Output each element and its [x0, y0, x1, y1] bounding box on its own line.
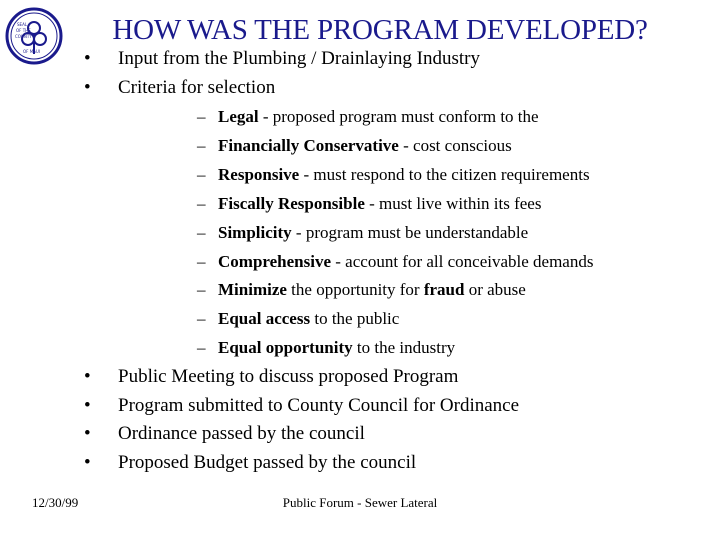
criteria-item-equal-access: – Equal access to the public — [197, 309, 400, 328]
slide-title: HOW WAS THE PROGRAM DEVELOPED? — [112, 14, 648, 46]
bullet-icon: • — [84, 77, 91, 98]
bullet-item: • Proposed Budget passed by the council — [84, 452, 417, 473]
bullet-icon: • — [84, 423, 91, 444]
dash-icon: – — [197, 136, 206, 155]
dash-icon: – — [197, 338, 206, 357]
bullet-icon: • — [84, 395, 91, 416]
criteria-item-responsive: – Responsive - must respond to the citizen requirements — [197, 165, 590, 184]
dash-icon: – — [197, 194, 206, 213]
dash-icon: – — [197, 165, 206, 184]
footer-date: 12/30/99 — [32, 495, 79, 510]
dash-icon: – — [197, 252, 206, 271]
dash-icon: – — [197, 280, 206, 299]
criteria-item-comprehensive: – Comprehensive - account for all conceivable demands — [197, 252, 594, 271]
criteria-item-simplicity: – Simplicity - program must be understandable — [197, 223, 529, 242]
criteria-item-legal: – Legal - proposed program must conform to the — [197, 107, 539, 126]
criteria-item-equal-opportunity: – Equal opportunity to the industry — [197, 338, 456, 357]
svg-text:SEAL: SEAL — [17, 22, 28, 27]
svg-text:COUNTY: COUNTY — [15, 34, 32, 39]
bullet-item: • Input from the Plumbing / Drainlaying Industry — [84, 48, 481, 69]
svg-text:OF MAUI: OF MAUI — [23, 49, 41, 54]
bullet-icon: • — [84, 366, 91, 387]
bullet-item: • Criteria for selection — [84, 77, 276, 98]
bullet-icon: • — [84, 48, 91, 69]
dash-icon: – — [197, 107, 206, 126]
dash-icon: – — [197, 223, 206, 242]
svg-text:OF THE: OF THE — [16, 28, 31, 33]
dash-icon: – — [197, 309, 206, 328]
footer-title: Public Forum - Sewer Lateral — [282, 495, 438, 510]
criteria-item-fiscally-responsible: – Fiscally Responsible - must live within its fees — [197, 194, 542, 213]
criteria-item-minimize: – Minimize the opportunity for fraud or abuse — [197, 280, 526, 299]
bullet-icon: • — [84, 452, 91, 473]
bullet-item: • Program submitted to County Council for Ordinance — [84, 395, 520, 416]
criteria-item-financially-conservative: – Financially Conservative - cost conscious — [197, 136, 512, 155]
bullet-item: • Public Meeting to discuss proposed Program — [84, 366, 459, 387]
bullet-item: • Ordinance passed by the council — [84, 423, 365, 444]
